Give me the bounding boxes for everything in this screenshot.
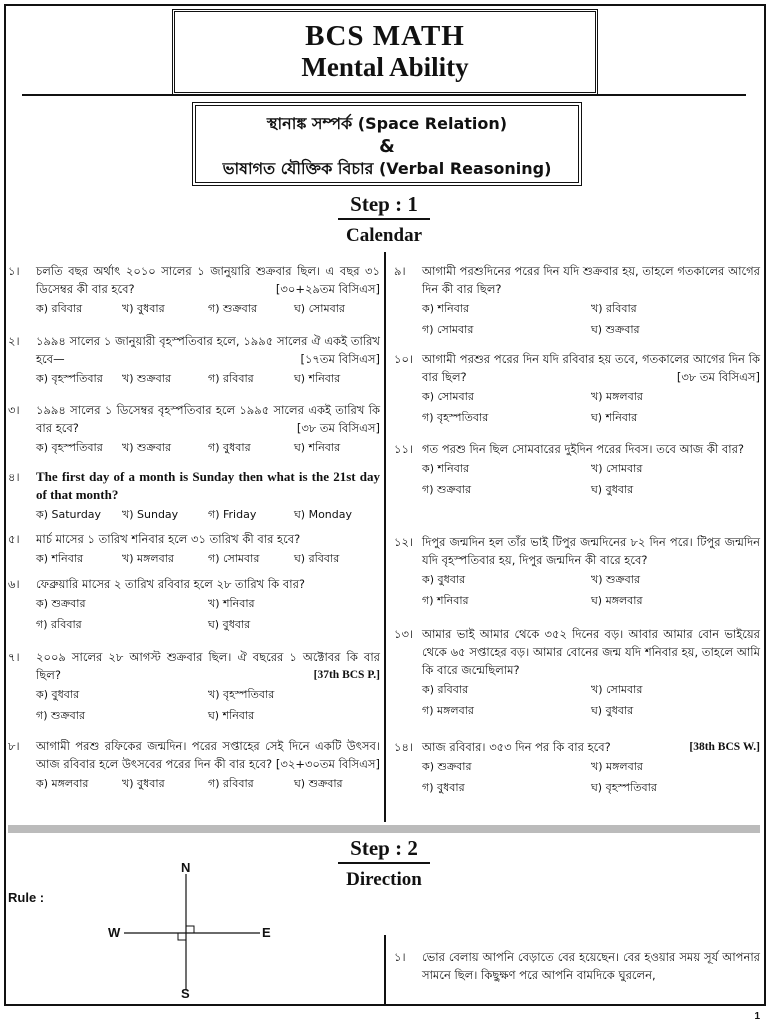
section-divider (8, 825, 760, 833)
question-number: ৩। (8, 403, 20, 417)
option-b: খ) রবিবার (591, 302, 637, 315)
topic-box (192, 102, 582, 186)
option-c: গ) Friday (208, 508, 257, 521)
option-c: গ) বৃহস্পতিবার (422, 411, 489, 424)
question-text: আমার ভাই আমার থেকে ৩৫২ দিনের বড়। আবার আমার বোন ভাইয়ের থেকে ৬৫ সপ্তাহের বড়। আমার বোনের জন্ম যদি শনিবার হয়, তাহলে আমি কি বারে জন্মেছিলাম? (422, 627, 760, 677)
question-number: ৪। (8, 470, 20, 484)
option-b: খ) মঙ্গলবার (122, 552, 174, 565)
direction-question-1 (394, 948, 760, 984)
options (36, 593, 380, 635)
question-source: [৩৮ তম বিসিএস] (296, 421, 380, 435)
option-c: গ) রবিবার (208, 372, 254, 385)
question-text: The first day of a month is Sunday then what is the 21st day of that month? (36, 469, 380, 502)
option-d: ঘ) শনিবার (294, 441, 341, 454)
option-a: ক) বুধবার (422, 573, 466, 586)
option-b: খ) সোমবার (591, 462, 643, 475)
option-d: ঘ) শনিবার (591, 411, 638, 424)
option-c: গ) শুক্রবার (422, 483, 472, 496)
column-divider (384, 252, 386, 822)
question-text: ভোর বেলায় আপনি বেড়াতে বের হয়েছেন। বের হওয়ার সময় সূর্য আপনার সামনে ছিল। কিছুক্ষণ পরে আপনি বামদিকে ঘুরলেন, (422, 950, 760, 982)
question-text (36, 332, 380, 368)
option-d: ঘ) শুক্রবার (294, 777, 343, 790)
option-d: ঘ) শুক্রবার (591, 323, 640, 336)
page-number: 1 (754, 1011, 760, 1022)
option-b: খ) বুধবার (122, 302, 165, 315)
question-text (422, 738, 760, 756)
option-d: ঘ) বুধবার (591, 483, 634, 496)
options (422, 458, 760, 500)
question-1 (8, 262, 380, 319)
question-stem: আগামী পরশু রফিকের জন্মদিন। পরের সপ্তাহের সেই দিনে একটি উৎসব। আজ রবিবার হলে উৎসবের পরের দিন কী বার হবে? (36, 739, 380, 771)
options (422, 756, 760, 798)
compass-west: W (108, 925, 121, 940)
question-number: ৭। (8, 650, 20, 664)
step-2-section: Direction (346, 869, 422, 890)
option-b: খ) শুক্রবার (122, 372, 172, 385)
option-a: ক) শুক্রবার (36, 597, 86, 610)
step-2-label: Step : 2 (338, 836, 430, 864)
question-text: আগামী পরশুদিনের পরের দিন যদি শুক্রবার হয়, তাহলে গতকালের আগের দিন কী বার ছিল? (422, 264, 760, 296)
compass-diagram (100, 860, 290, 1010)
option-d: ঘ) বুধবার (591, 704, 634, 717)
question-source: [৩২+৩০তম বিসিএস] (275, 757, 380, 771)
topic-ampersand: & (379, 136, 395, 157)
options (422, 679, 760, 721)
options (422, 569, 760, 611)
option-c: গ) শুক্রবার (36, 709, 86, 722)
question-source: [38th BCS W.] (689, 741, 760, 753)
option-d: ঘ) সোমবার (294, 302, 345, 315)
question-text (36, 648, 380, 684)
option-a: ক) শনিবার (36, 552, 84, 565)
option-b: খ) মঙ্গলবার (591, 390, 643, 403)
step-2-heading (284, 836, 484, 891)
question-number: ১৩। (394, 627, 414, 641)
option-a: ক) শনিবার (422, 302, 470, 315)
question-7 (8, 648, 380, 726)
question-text: ফেব্রুয়ারি মাসের ২ তারিখ রবিবার হলে ২৮ তারিখ কি বার? (36, 577, 306, 591)
option-b: খ) মঙ্গলবার (591, 760, 643, 773)
option-b: খ) শুক্রবার (591, 573, 641, 586)
options (36, 437, 380, 458)
question-stem: ১৯৯৪ সালের ১ ডিসেম্বর বৃহস্পতিবার হলে ১৯৯৫ সালের একই তারিখ কি বার হবে? (36, 403, 380, 435)
question-9 (394, 262, 760, 340)
option-d: ঘ) শনিবার (208, 709, 255, 722)
question-text: গত পরশু দিন ছিল সোমবারের দুইদিন পরের দিবস। তবে আজ কী বার? (422, 442, 745, 456)
question-number: ১১। (394, 442, 414, 456)
option-c: গ) মঙ্গলবার (422, 704, 474, 717)
question-source: [৩৮ তম বিসিএস] (676, 370, 760, 384)
option-b: খ) Sunday (122, 508, 179, 521)
option-b: খ) শনিবার (208, 597, 255, 610)
rule-label: Rule : (8, 890, 45, 905)
option-d: ঘ) রবিবার (294, 552, 340, 565)
question-12 (394, 533, 760, 611)
question-4 (8, 468, 380, 525)
options (36, 298, 380, 319)
option-a: ক) Saturday (36, 508, 102, 521)
option-a: ক) বুধবার (36, 688, 80, 701)
options (36, 684, 380, 726)
step-1-label: Step : 1 (338, 192, 430, 220)
compass-south: S (181, 986, 190, 1001)
option-a: ক) বৃহস্পতিবার (36, 441, 103, 454)
question-2 (8, 332, 380, 389)
option-a: ক) রবিবার (36, 302, 83, 315)
option-c: গ) বুধবার (422, 781, 465, 794)
options (36, 548, 380, 569)
option-c: গ) রবিবার (208, 777, 254, 790)
question-number: ৯। (394, 264, 406, 278)
title-box (172, 9, 598, 95)
question-6 (8, 575, 380, 635)
question-source: [37th BCS P.] (313, 669, 380, 681)
question-8 (8, 737, 380, 794)
question-number: ৫। (8, 532, 20, 546)
option-c: গ) রবিবার (36, 618, 82, 631)
options (422, 386, 760, 428)
question-10 (394, 350, 760, 428)
question-5 (8, 530, 380, 569)
option-c: গ) সোমবার (208, 552, 260, 565)
question-source: [৩০+২৯তম বিসিএস] (275, 282, 380, 296)
topic-line-1: স্থানাঙ্ক সম্পর্ক (Space Relation) (266, 114, 508, 133)
option-a: ক) শুক্রবার (422, 760, 472, 773)
question-stem: আগামী পরশুর পরের দিন যদি রবিবার হয় তবে, গতকালের আগের দিন কি বার ছিল? (422, 352, 760, 384)
question-stem: চলতি বছর অর্থাৎ ২০১০ সালের ১ জানুয়ারি শুক্রবার ছিল। এ বছর ৩১ ডিসেম্বর কী বার হবে? (36, 264, 380, 296)
compass-north: N (181, 860, 191, 875)
question-stem: ২০০৯ সালের ২৮ আগস্ট শুক্রবার ছিল। ঐ বছরের ১ অক্টোবর কি বার ছিল? (36, 650, 380, 682)
option-c: গ) বুধবার (208, 441, 251, 454)
question-number: ১। (8, 264, 20, 278)
question-13 (394, 625, 760, 721)
question-stem: ১৯৯৪ সালের ১ জানুয়ারী বৃহস্পতিবার হলে, ১৯৯৫ সালের ঐ একই তারিখ হবে— (36, 334, 380, 366)
option-d: ঘ) মঙ্গলবার (591, 594, 643, 607)
option-c: গ) সোমবার (422, 323, 474, 336)
question-number: ১। (394, 950, 406, 964)
option-c: গ) শনিবার (422, 594, 469, 607)
options (36, 504, 380, 525)
question-number: ২। (8, 334, 20, 348)
options (36, 773, 380, 794)
header-divider (22, 94, 746, 96)
question-stem: আজ রবিবার। ৩৫৩ দিন পর কি বার হবে? (422, 740, 611, 754)
option-b: খ) শুক্রবার (122, 441, 172, 454)
question-text: দিপুর জন্মদিন হল তাঁর ভাই টিপুর জন্মদিনের ৮২ দিন পরে। টিপুর জন্মদিন যদি বৃহস্পতিবার হয়, দিপুর জন্মদিন কী বারে হবে? (422, 535, 760, 567)
direction-column-divider (384, 935, 386, 1005)
option-d: ঘ) শনিবার (294, 372, 341, 385)
question-text (36, 401, 380, 437)
question-source: [১৭তম বিসিএস] (300, 352, 380, 366)
page-subtitle: Mental Ability (301, 52, 469, 82)
option-c: গ) শুক্রবার (208, 302, 258, 315)
question-text (36, 262, 380, 298)
option-d: ঘ) বৃহস্পতিবার (591, 781, 657, 794)
topic-line-2: ভাষাগত যৌক্তিক বিচার (Verbal Reasoning) (222, 159, 552, 178)
question-number: ১০। (394, 352, 414, 366)
step-1-heading (284, 192, 484, 247)
option-a: ক) রবিবার (422, 683, 469, 696)
question-text: মার্চ মাসের ১ তারিখ শনিবার হলে ৩১ তারিখ কী বার হবে? (36, 532, 301, 546)
option-a: ক) মঙ্গলবার (36, 777, 89, 790)
option-a: ক) সোমবার (422, 390, 474, 403)
compass-east: E (262, 925, 271, 940)
question-number: ৬। (8, 577, 20, 591)
question-number: ৮। (8, 739, 20, 753)
question-text (36, 737, 380, 773)
question-3 (8, 401, 380, 458)
option-b: খ) বৃহস্পতিবার (208, 688, 275, 701)
option-b: খ) সোমবার (591, 683, 643, 696)
options (422, 298, 760, 340)
page-title: BCS MATH (305, 20, 465, 52)
question-text (422, 350, 760, 386)
step-1-section: Calendar (346, 225, 422, 246)
option-b: খ) বুধবার (122, 777, 165, 790)
option-a: ক) শনিবার (422, 462, 470, 475)
question-number: ১২। (394, 535, 414, 549)
option-d: ঘ) Monday (294, 508, 353, 521)
options (36, 368, 380, 389)
question-number: ১৪। (394, 740, 414, 754)
question-11 (394, 440, 760, 500)
option-a: ক) বৃহস্পতিবার (36, 372, 103, 385)
question-14 (394, 738, 760, 798)
option-d: ঘ) বুধবার (208, 618, 251, 631)
